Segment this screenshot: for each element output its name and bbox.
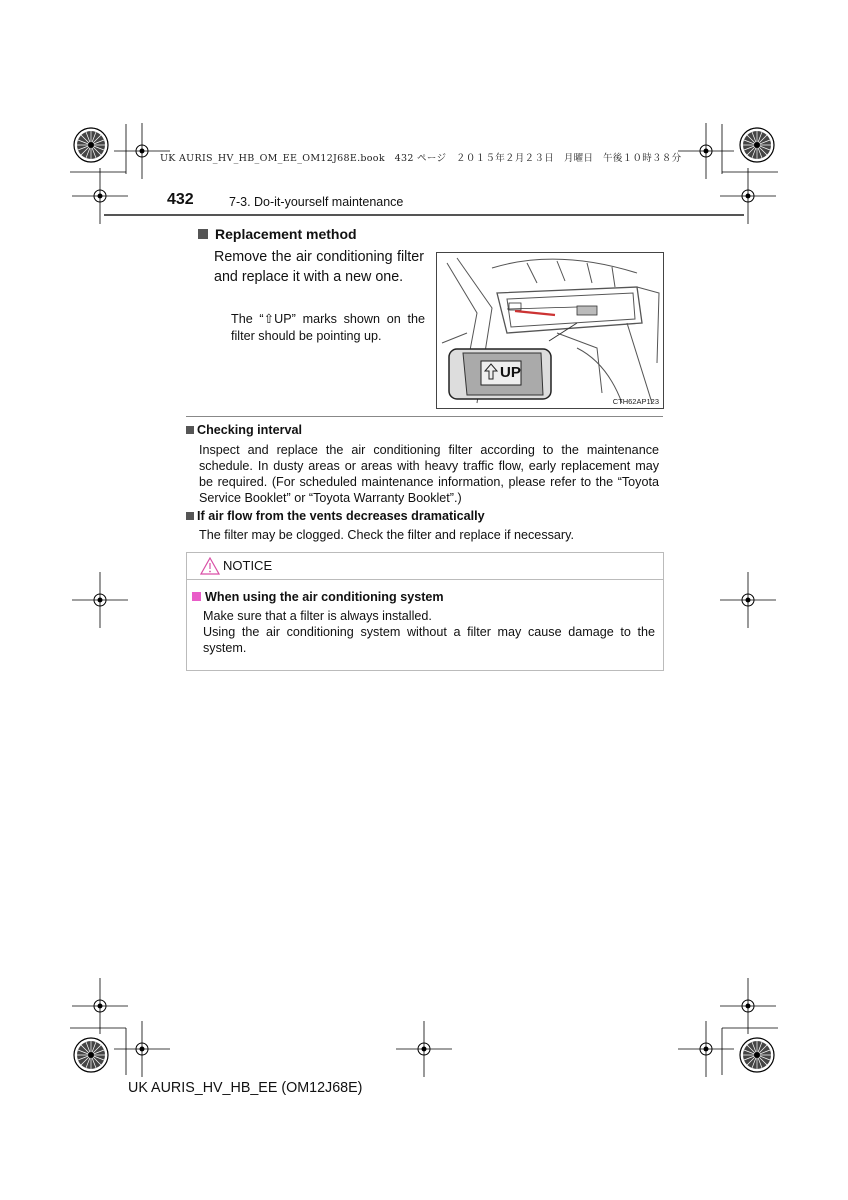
section-title: 7-3. Do-it-yourself maintenance [229,195,404,209]
dashboard-drawing [437,253,663,408]
warning-triangle-icon [200,557,220,575]
notice-line-2: Using the air conditioning system without a filter may cause damage to the system. [203,625,655,655]
replacement-heading [198,226,357,242]
notice-header [187,553,663,580]
square-bullet-icon [186,512,194,520]
replacement-body: Remove the air conditioning filter and replace it with a new one. [214,249,424,285]
air-flow-heading-text: If air flow from the vents decreases dramatically [197,509,485,523]
figure-up-label: UP [500,364,521,381]
header-rule [104,214,744,216]
checking-interval-heading-text: Checking interval [197,423,302,437]
air-flow-body: The filter may be clogged. Check the filter and replace if necessary. [199,528,574,542]
notice-label: NOTICE [223,558,273,573]
replacement-heading-text: Replacement method [215,226,357,242]
air-flow-heading [186,509,485,523]
checking-interval-body: Inspect and replace the air conditioning filter according to the maintenance schedule. In dusty areas or areas with heavy traffic flow, early replacement may be required. (For scheduled maintenance information, please refer to the “Toyota Service Booklet” or “Toyota Warranty Booklet”.) [199,443,659,505]
notice-line-1: Make sure that a filter is always installed. [203,609,432,623]
footer-model-code: UK AURIS_HV_HB_EE (OM12J68E) [128,1080,363,1096]
pink-square-bullet-icon [192,592,201,601]
print-header: UK AURIS_HV_HB_OM_EE_OM12J68E.book 432 ページ ２０１５年２月２３日 月曜日 午後１０時３８分 [160,153,682,164]
figure-id: CTH62AP123 [612,397,659,406]
page-number: 432 [167,191,194,208]
square-bullet-icon [186,426,194,434]
notice-heading-text: When using the air conditioning system [205,590,444,604]
notice-heading [192,590,444,604]
square-bullet-icon [198,229,208,239]
checking-interval-heading [186,423,302,437]
notice-box [186,552,664,671]
replacement-note: The “⇧UP” marks shown on the filter should be pointing up. [231,312,425,343]
section-divider [186,416,663,417]
filter-illustration [436,252,664,409]
